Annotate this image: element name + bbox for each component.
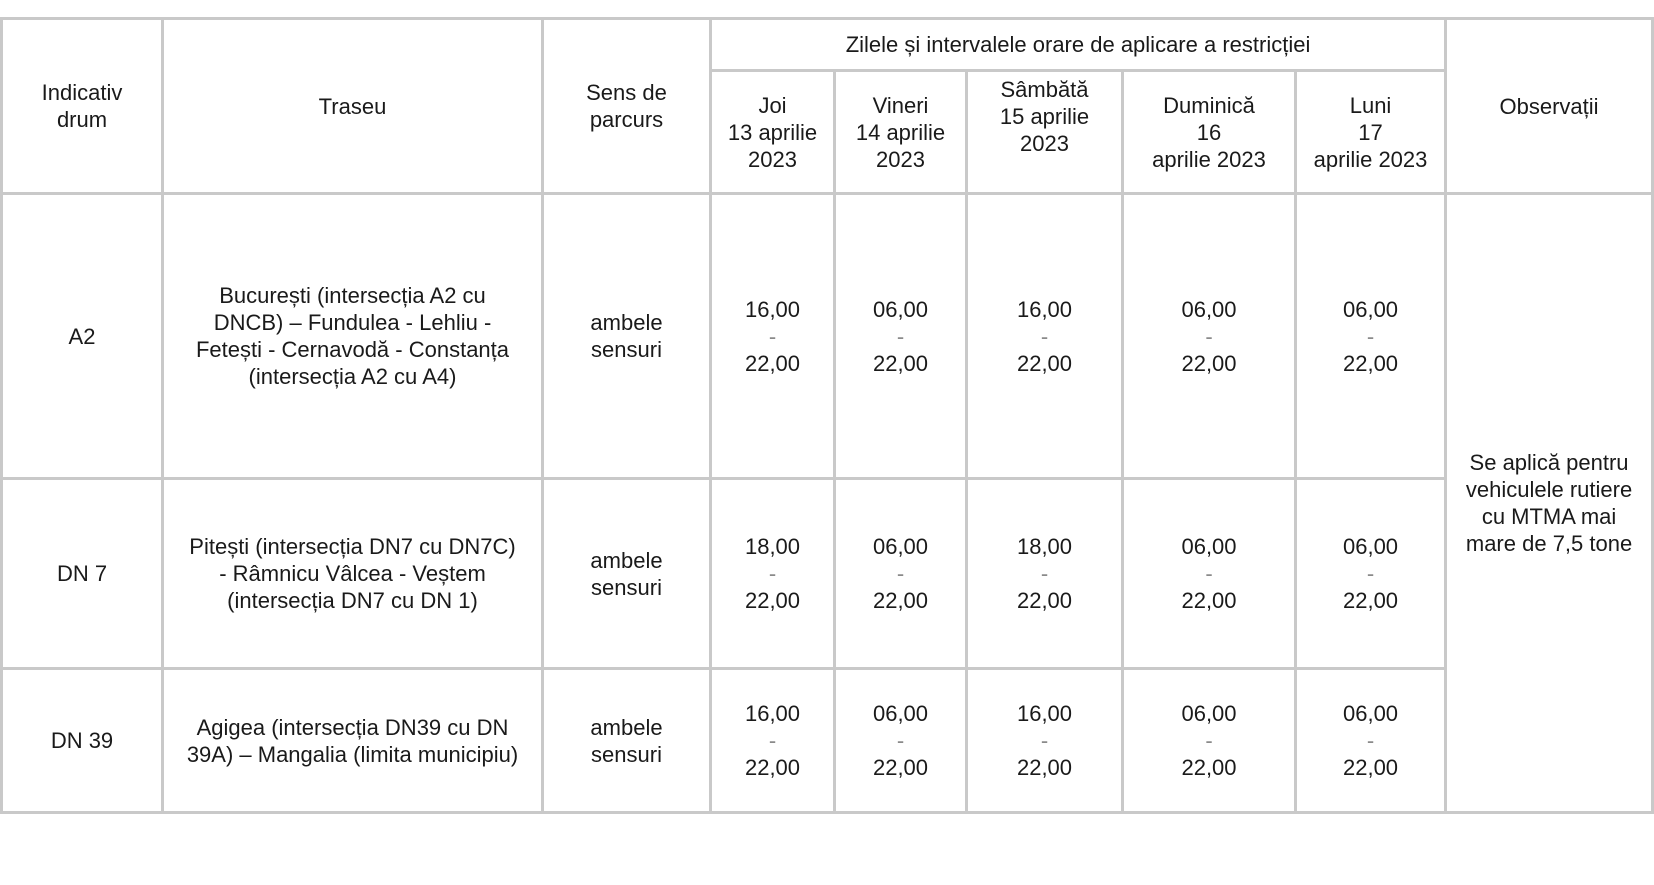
time-cell [1297, 670, 1447, 814]
route-line: Pitești (intersecția DN7 cu DN7C) [189, 534, 516, 559]
time-cell [1297, 480, 1447, 670]
header-road [0, 17, 164, 195]
road-cell: DN 39 [0, 670, 164, 814]
table-row [0, 670, 1654, 814]
time-start: 16,00 [1016, 701, 1073, 726]
time-cell [968, 480, 1124, 670]
direction-line: sensuri [591, 337, 662, 362]
time-cell [712, 670, 836, 814]
time-end: 22,00 [1181, 755, 1237, 780]
notes-line: cu MTMA mai [1481, 504, 1617, 529]
time-separator: - [1366, 561, 1375, 586]
route-line: (intersecția A2 cu A4) [248, 364, 457, 389]
day-line: 17 [1358, 119, 1383, 145]
time-end: 22,00 [1342, 755, 1399, 780]
day-line: 2023 [1020, 131, 1069, 156]
time-start: 16,00 [744, 701, 801, 726]
header-direction [544, 17, 712, 195]
time-end: 22,00 [1342, 350, 1399, 376]
direction-line: ambele [590, 714, 663, 740]
day-line: Vineri [872, 92, 929, 118]
day-line: 15 aprilie [999, 104, 1090, 129]
time-cell [1297, 195, 1447, 480]
day-line: 2023 [748, 146, 797, 172]
header-road-line: drum [56, 107, 108, 132]
time-separator: - [1205, 728, 1213, 753]
time-separator: - [1040, 323, 1049, 349]
direction-line: ambele [590, 547, 663, 573]
day-line: aprilie 2023 [1313, 146, 1428, 172]
notes-line: Se aplică pentru [1469, 450, 1629, 475]
time-separator: - [768, 561, 777, 586]
header-day-sunday [1124, 72, 1297, 195]
time-start: 18,00 [744, 534, 801, 559]
time-end: 22,00 [872, 350, 929, 376]
direction-cell [544, 670, 712, 814]
time-cell [1124, 670, 1297, 814]
notes-line: mare de 7,5 tone [1465, 531, 1633, 556]
route-line: DNCB) – Fundulea - Lehliu - [213, 310, 492, 335]
time-end: 22,00 [744, 755, 801, 780]
time-end: 22,00 [872, 588, 929, 613]
time-start: 16,00 [1016, 296, 1073, 322]
time-separator: - [896, 323, 905, 349]
direction-line: ambele [590, 310, 663, 335]
time-start: 06,00 [1342, 534, 1399, 559]
time-cell [1124, 480, 1297, 670]
time-cell [968, 195, 1124, 480]
route-line: Agigea (intersecția DN39 cu DN [196, 714, 509, 740]
header-road-line: Indicativ [41, 80, 123, 105]
day-line: 13 aprilie [727, 119, 818, 145]
time-separator: - [1366, 323, 1375, 349]
time-start: 18,00 [1016, 534, 1073, 559]
route-line: 39A) – Mangalia (limita municipiu) [186, 741, 519, 767]
day-line: 14 aprilie [855, 119, 946, 145]
header-notes: Observații [1447, 17, 1654, 195]
header-direction-line: Sens de [586, 80, 667, 105]
header-days-group: Zilele și intervalele orare de aplicare a restricției [712, 17, 1447, 72]
time-start: 16,00 [744, 296, 801, 322]
time-end: 22,00 [1016, 755, 1073, 780]
header-row-1 [0, 17, 1654, 72]
table-row [0, 195, 1654, 480]
time-end: 22,00 [872, 755, 929, 780]
time-start: 06,00 [1342, 296, 1399, 322]
restrictions-table [0, 17, 1654, 814]
header-route: Traseu [164, 17, 544, 195]
time-start: 06,00 [1342, 701, 1399, 726]
notes-line: vehiculele rutiere [1465, 477, 1633, 502]
route-line: București (intersecția A2 cu [219, 283, 486, 308]
day-line: 16 [1196, 119, 1222, 145]
day-line: Joi [758, 92, 787, 118]
time-cell [836, 670, 968, 814]
time-cell [712, 480, 836, 670]
notes-cell [1447, 195, 1654, 814]
time-cell [836, 480, 968, 670]
route-cell [164, 195, 544, 480]
route-cell [164, 480, 544, 670]
restrictions-table-wrapper [0, 17, 1654, 814]
header-day-saturday [968, 72, 1124, 195]
time-separator: - [896, 561, 905, 586]
time-separator: - [1366, 728, 1375, 753]
time-end: 22,00 [744, 588, 801, 613]
time-start: 06,00 [872, 534, 929, 559]
direction-line: sensuri [591, 741, 662, 767]
time-separator: - [896, 728, 905, 753]
time-separator: - [1205, 323, 1213, 349]
time-end: 22,00 [1342, 588, 1399, 613]
time-end: 22,00 [1016, 588, 1073, 613]
header-direction-line: parcurs [589, 107, 664, 132]
header-day-thursday [712, 72, 836, 195]
route-cell [164, 670, 544, 814]
time-end: 22,00 [744, 350, 801, 376]
day-line: Duminică [1163, 92, 1255, 118]
route-line: - Râmnicu Vâlcea - Veștem [219, 561, 486, 586]
time-cell [1124, 195, 1297, 480]
time-end: 22,00 [1181, 588, 1237, 613]
day-line: Luni [1349, 92, 1392, 118]
day-line: 2023 [876, 146, 925, 172]
time-start: 06,00 [1181, 296, 1237, 322]
direction-cell [544, 480, 712, 670]
time-end: 22,00 [1016, 350, 1073, 376]
time-start: 06,00 [872, 701, 929, 726]
road-cell: A2 [0, 195, 164, 480]
route-line: (intersecția DN7 cu DN 1) [227, 588, 478, 613]
time-start: 06,00 [1181, 701, 1237, 726]
time-end: 22,00 [1181, 350, 1237, 376]
day-line: aprilie 2023 [1152, 146, 1266, 172]
time-separator: - [1040, 728, 1049, 753]
time-separator: - [768, 728, 777, 753]
time-cell [968, 670, 1124, 814]
header-day-friday [836, 72, 968, 195]
road-cell: DN 7 [0, 480, 164, 670]
time-cell [712, 195, 836, 480]
header-day-monday [1297, 72, 1447, 195]
direction-line: sensuri [591, 574, 662, 600]
time-separator: - [1205, 561, 1213, 586]
time-start: 06,00 [872, 296, 929, 322]
time-separator: - [768, 323, 777, 349]
time-cell [836, 195, 968, 480]
route-line: Fetești - Cernavodă - Constanța [195, 337, 510, 362]
day-line: Sâmbătă [1000, 77, 1089, 102]
direction-cell [544, 195, 712, 480]
time-start: 06,00 [1181, 534, 1237, 559]
time-separator: - [1040, 561, 1049, 586]
table-row [0, 480, 1654, 670]
